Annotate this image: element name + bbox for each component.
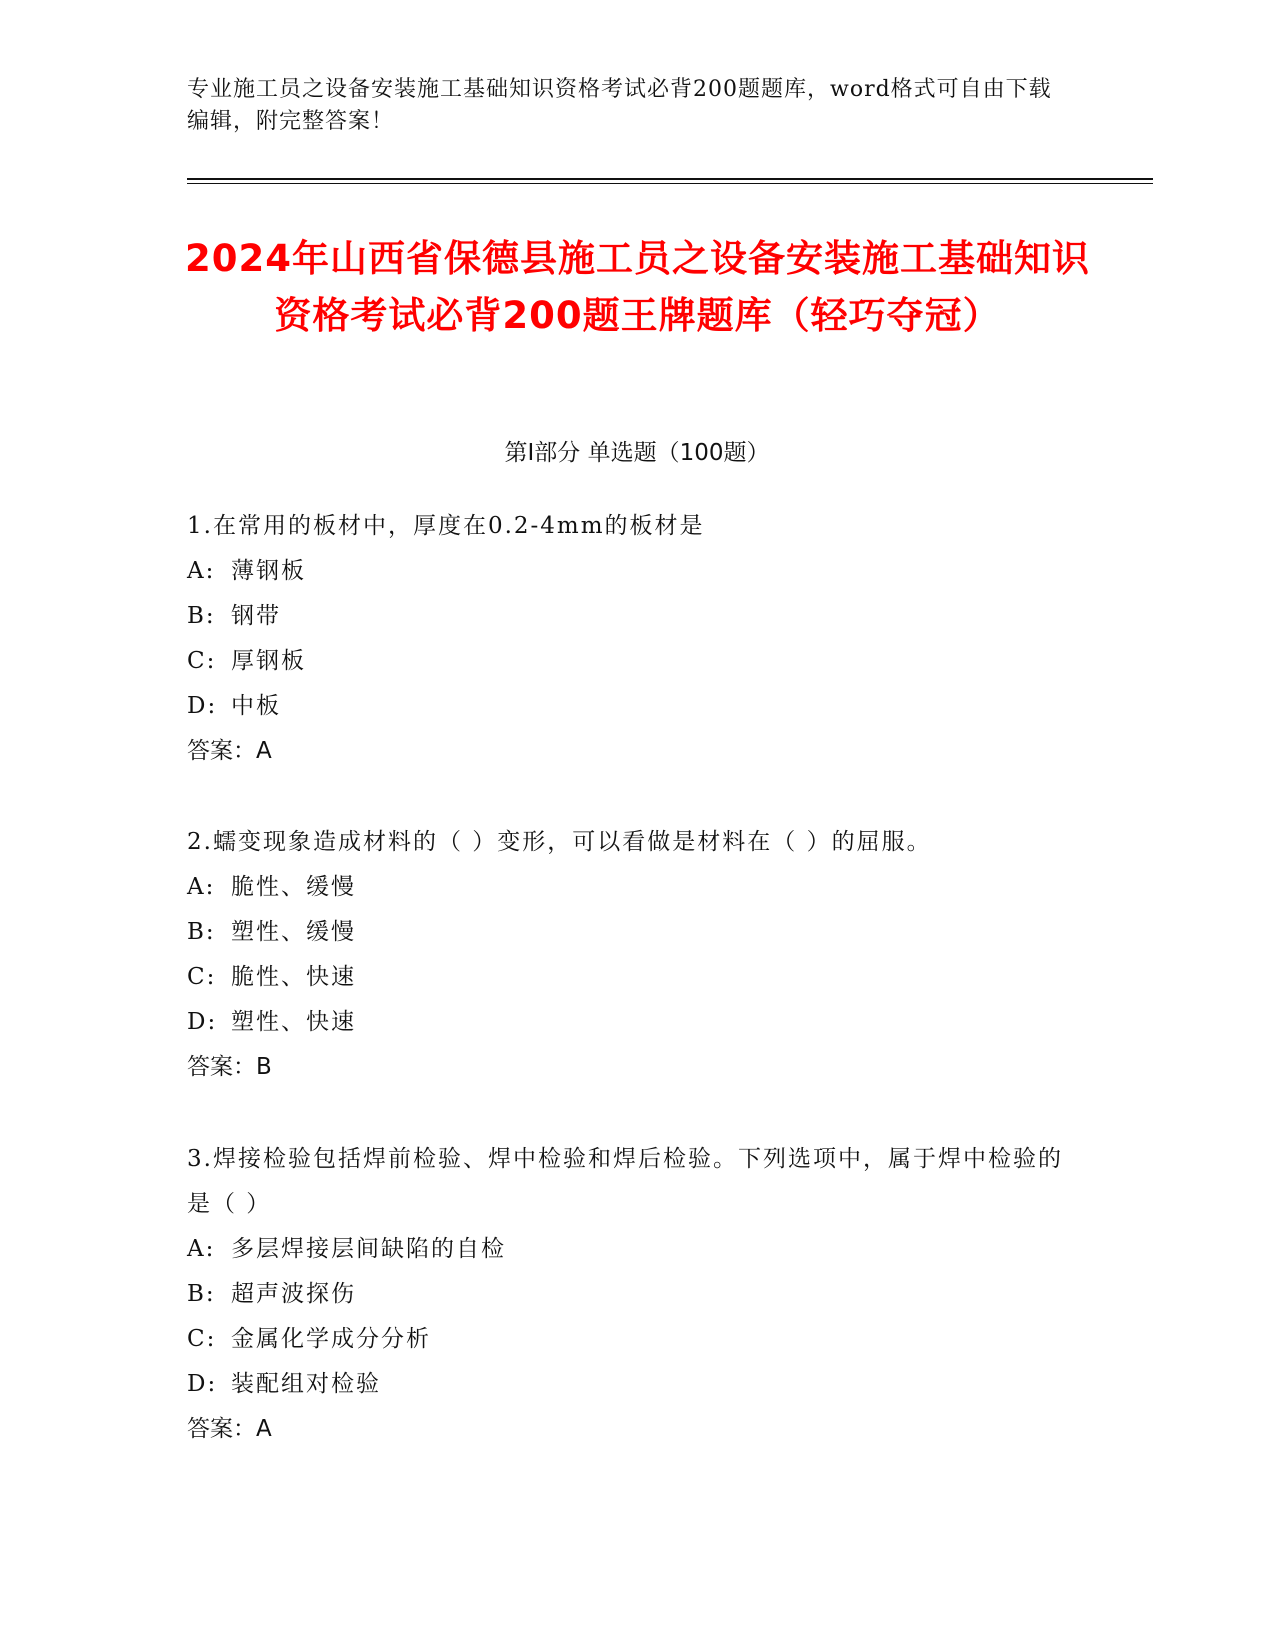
option-text: 薄钢板 (231, 558, 306, 584)
option-letter: A: (187, 874, 216, 900)
question-3 (187, 1137, 1087, 1452)
option-text: 多层焊接层间缺陷的自检 (231, 1236, 506, 1262)
document-title: 2024年山西省保德县施工员之设备安装施工基础知识资格考试必背200题王牌题库（轻巧夺冠） (185, 237, 1090, 337)
option-a (187, 549, 1087, 594)
answer-line: 答案：B (187, 1054, 272, 1080)
option-letter: D: (187, 1371, 218, 1397)
option-letter: D: (187, 1009, 218, 1035)
option-c (187, 955, 1087, 1000)
option-letter: A: (187, 558, 216, 584)
question-2 (187, 820, 1087, 1090)
option-text: 金属化学成分分析 (231, 1326, 431, 1352)
option-letter: A: (187, 1236, 216, 1262)
question-1 (187, 504, 1087, 774)
answer-line: 答案：A (187, 738, 272, 764)
header-divider-thick (187, 178, 1153, 180)
option-letter: D: (187, 693, 218, 719)
option-text: 钢带 (231, 603, 281, 629)
question-stem: 2.蠕变现象造成材料的（ ）变形，可以看做是材料在（ ）的屈服。 (187, 829, 932, 855)
option-d (187, 684, 1087, 729)
option-text: 塑性、快速 (231, 1009, 356, 1035)
option-b (187, 594, 1087, 639)
option-text: 中板 (231, 693, 281, 719)
option-text: 厚钢板 (231, 648, 306, 674)
option-text: 超声波探伤 (231, 1281, 356, 1307)
option-letter: B: (187, 919, 216, 945)
option-letter: C: (187, 648, 217, 674)
question-stem: 3.焊接检验包括焊前检验、焊中检验和焊后检验。下列选项中，属于焊中检验的是（ ） (187, 1146, 1063, 1217)
option-a (187, 1227, 1087, 1272)
option-c (187, 1317, 1087, 1362)
option-b (187, 910, 1087, 955)
option-letter: C: (187, 964, 217, 990)
option-a (187, 865, 1087, 910)
section-heading: 第Ⅰ部分 单选题（100题） (504, 440, 770, 466)
option-letter: B: (187, 603, 216, 629)
option-c (187, 639, 1087, 684)
option-letter: B: (187, 1281, 216, 1307)
option-d (187, 1000, 1087, 1045)
option-text: 塑性、缓慢 (231, 919, 356, 945)
option-b (187, 1272, 1087, 1317)
answer-line: 答案：A (187, 1416, 272, 1442)
option-text: 装配组对检验 (231, 1371, 381, 1397)
option-text: 脆性、快速 (231, 964, 356, 990)
option-letter: C: (187, 1326, 217, 1352)
question-stem: 1.在常用的板材中，厚度在0.2-4mm的板材是 (187, 513, 705, 539)
document-header-note: 专业施工员之设备安装施工基础知识资格考试必背200题题库，word格式可自由下载编辑，附完整答案！ (187, 77, 1052, 134)
header-divider-thin (187, 183, 1153, 184)
option-d (187, 1362, 1087, 1407)
option-text: 脆性、缓慢 (231, 874, 356, 900)
